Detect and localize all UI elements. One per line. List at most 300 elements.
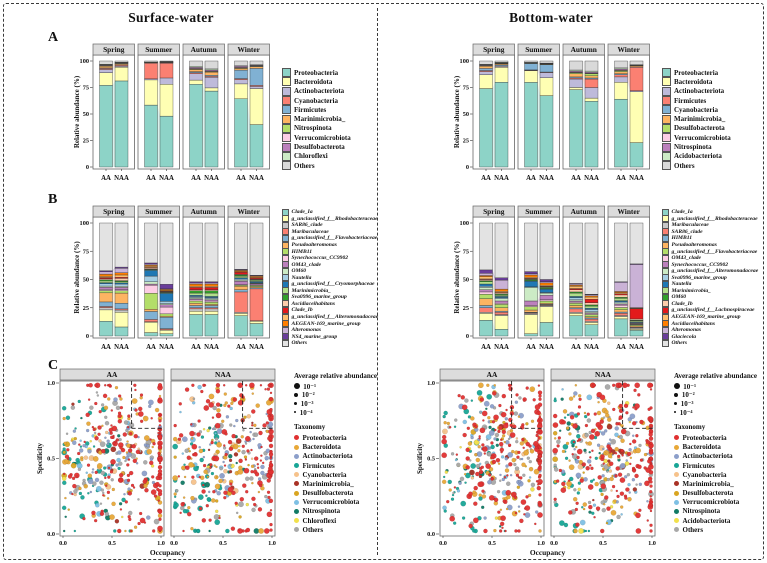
data-point bbox=[158, 510, 162, 514]
data-point bbox=[620, 492, 624, 496]
data-point bbox=[180, 512, 182, 514]
data-point bbox=[621, 424, 624, 427]
data-point bbox=[115, 519, 119, 523]
data-point bbox=[110, 470, 113, 473]
data-point bbox=[482, 494, 486, 498]
legend-label: Ascidiaceihabitans bbox=[291, 300, 336, 307]
bar-segment bbox=[585, 88, 598, 99]
data-point bbox=[627, 483, 630, 486]
data-point bbox=[632, 406, 634, 408]
data-point bbox=[462, 516, 465, 519]
data-point bbox=[634, 383, 639, 388]
data-point bbox=[118, 419, 122, 423]
bar-segment bbox=[145, 285, 158, 293]
data-point bbox=[512, 458, 516, 462]
data-point bbox=[566, 427, 569, 430]
data-point bbox=[577, 456, 580, 459]
taxonomy-legend-title: Taxonomy bbox=[294, 423, 326, 432]
data-point bbox=[588, 511, 591, 514]
bar-segment bbox=[250, 68, 263, 85]
data-point bbox=[255, 472, 259, 476]
size-dot bbox=[674, 383, 680, 389]
x-tick-label: 1.0 bbox=[648, 540, 656, 547]
data-point bbox=[569, 464, 574, 469]
data-point bbox=[639, 483, 642, 486]
bar-category-label: NAA bbox=[249, 344, 264, 351]
data-point bbox=[126, 451, 128, 453]
bar-segment bbox=[480, 75, 493, 89]
legend-label: Chloroflexi bbox=[302, 516, 337, 525]
data-point bbox=[634, 474, 638, 478]
flow-ribbon bbox=[203, 223, 206, 282]
data-point bbox=[501, 455, 504, 458]
bar-segment bbox=[115, 273, 128, 275]
data-point bbox=[497, 490, 500, 493]
data-point bbox=[212, 417, 214, 419]
data-point bbox=[209, 467, 211, 469]
data-point bbox=[86, 429, 89, 432]
bar-segment bbox=[205, 291, 218, 293]
data-point bbox=[454, 419, 457, 422]
data-point bbox=[80, 458, 83, 461]
panel-label-a: A bbox=[48, 30, 59, 45]
legend-item bbox=[674, 461, 760, 470]
data-point bbox=[127, 479, 130, 482]
data-point bbox=[80, 495, 84, 499]
data-point bbox=[104, 477, 106, 479]
bar-category-label: AA bbox=[571, 344, 581, 351]
legend-swatch bbox=[662, 340, 669, 347]
bar-segment bbox=[495, 289, 508, 291]
bar-category-label: NAA bbox=[159, 175, 174, 182]
data-point bbox=[107, 397, 110, 400]
surface-phylum-barchart bbox=[72, 42, 278, 192]
bar-segment bbox=[145, 63, 158, 79]
data-point bbox=[247, 414, 251, 418]
data-point bbox=[535, 510, 538, 513]
y-axis-label: Specificity bbox=[416, 442, 424, 475]
legend-dot bbox=[294, 435, 299, 440]
data-point bbox=[254, 433, 258, 437]
data-point bbox=[148, 400, 153, 405]
legend-item bbox=[294, 470, 380, 479]
data-point bbox=[618, 384, 621, 387]
data-point bbox=[128, 459, 130, 461]
data-point bbox=[62, 477, 66, 481]
data-point bbox=[577, 491, 580, 494]
data-point bbox=[203, 456, 205, 458]
data-point bbox=[192, 444, 197, 449]
data-point bbox=[89, 383, 93, 387]
data-point bbox=[92, 426, 94, 428]
size-legend-title: Average relative abundance bbox=[294, 372, 377, 380]
data-point bbox=[493, 437, 496, 440]
data-point bbox=[158, 518, 161, 521]
data-point bbox=[527, 479, 530, 482]
data-point bbox=[521, 438, 524, 441]
legend-label: Nitrospinota bbox=[682, 507, 721, 516]
data-point bbox=[150, 458, 153, 461]
legend-item bbox=[282, 133, 351, 142]
data-point bbox=[215, 499, 218, 502]
data-point bbox=[133, 459, 137, 463]
legend-item bbox=[674, 479, 760, 488]
data-point bbox=[501, 527, 503, 529]
data-point bbox=[473, 502, 477, 506]
bar-segment bbox=[145, 276, 158, 282]
data-point bbox=[235, 502, 238, 505]
data-point bbox=[220, 467, 223, 470]
data-point bbox=[526, 387, 529, 390]
data-point bbox=[558, 436, 561, 439]
bar-segment bbox=[570, 286, 583, 288]
data-point bbox=[102, 494, 104, 496]
y-tick-label: 75 bbox=[82, 248, 89, 256]
data-point bbox=[270, 418, 272, 420]
data-point bbox=[583, 471, 585, 473]
data-point bbox=[245, 458, 247, 460]
legend-label: Desulfobacterota bbox=[674, 124, 725, 133]
bar-segment bbox=[190, 84, 203, 167]
bar-category-label: NAA bbox=[494, 344, 509, 351]
legend-label: Alteromonas bbox=[291, 327, 322, 334]
y-tick-label: 1.0 bbox=[427, 380, 435, 388]
data-point bbox=[630, 457, 632, 459]
data-point bbox=[238, 440, 240, 442]
bar-segment bbox=[480, 223, 493, 270]
bar-segment bbox=[115, 310, 128, 312]
data-point bbox=[506, 490, 511, 495]
data-point bbox=[481, 443, 484, 446]
data-point bbox=[127, 415, 130, 418]
data-point bbox=[482, 411, 487, 416]
data-point bbox=[576, 473, 581, 478]
data-point bbox=[134, 389, 136, 391]
data-point bbox=[270, 457, 272, 459]
bar-segment bbox=[585, 79, 598, 87]
bar-segment bbox=[480, 308, 493, 313]
data-point bbox=[158, 435, 162, 439]
data-point bbox=[242, 445, 245, 448]
bar-segment bbox=[495, 301, 508, 303]
data-point bbox=[250, 470, 253, 473]
data-point bbox=[201, 489, 205, 493]
facet-strip-label: Winter bbox=[617, 45, 640, 54]
data-point bbox=[451, 452, 454, 455]
legend-label: HIMB11 bbox=[671, 235, 693, 242]
data-point bbox=[216, 413, 221, 418]
data-point bbox=[529, 445, 532, 448]
data-point bbox=[575, 508, 578, 511]
data-point bbox=[138, 407, 142, 411]
data-point bbox=[264, 495, 267, 498]
legend-label: OM60 bbox=[671, 294, 687, 301]
bar-category-label: NAA bbox=[249, 175, 264, 182]
bar-segment bbox=[205, 287, 218, 289]
legend-item bbox=[662, 340, 758, 347]
data-point bbox=[266, 449, 270, 453]
bar-segment bbox=[115, 327, 128, 336]
data-point bbox=[650, 388, 652, 390]
data-point bbox=[614, 474, 617, 477]
data-point bbox=[199, 449, 203, 453]
data-point bbox=[113, 397, 117, 401]
data-point bbox=[158, 469, 162, 473]
legend-label: Proteobacteria bbox=[674, 68, 719, 77]
data-point bbox=[517, 451, 520, 454]
data-point bbox=[519, 519, 523, 523]
legend-label: Firmicutes bbox=[294, 105, 327, 114]
data-point bbox=[554, 467, 558, 471]
bar-segment bbox=[100, 69, 113, 72]
data-point bbox=[138, 411, 143, 416]
flow-ribbon bbox=[203, 305, 206, 307]
bar-segment bbox=[235, 313, 248, 315]
data-point bbox=[493, 415, 498, 420]
y-tick-label: 75 bbox=[462, 84, 469, 92]
data-point bbox=[203, 464, 206, 467]
data-point bbox=[458, 394, 461, 397]
bar-segment bbox=[540, 96, 553, 167]
data-point bbox=[650, 510, 652, 512]
y-axis-label: Relative abundance (%) bbox=[453, 241, 461, 314]
data-point bbox=[258, 507, 262, 511]
bar-segment bbox=[525, 315, 538, 334]
data-point bbox=[489, 495, 494, 500]
bar-segment bbox=[115, 312, 128, 327]
data-point bbox=[231, 491, 235, 495]
data-point bbox=[473, 490, 476, 493]
data-point bbox=[233, 425, 235, 427]
data-point bbox=[242, 484, 246, 488]
y-tick-label: 25 bbox=[462, 304, 469, 312]
data-point bbox=[214, 432, 216, 434]
data-point bbox=[592, 499, 594, 501]
data-point bbox=[197, 529, 200, 532]
bar-segment bbox=[540, 322, 553, 336]
data-point bbox=[73, 430, 76, 433]
data-point bbox=[525, 512, 530, 517]
data-point bbox=[648, 477, 652, 481]
data-point bbox=[649, 485, 652, 488]
data-point bbox=[589, 464, 591, 466]
legend-label: Sva0996_marine_group bbox=[291, 294, 347, 301]
data-point bbox=[215, 519, 220, 524]
legend-label: Maribaculaceae bbox=[291, 228, 329, 235]
size-legend-item bbox=[674, 399, 760, 408]
data-point bbox=[605, 413, 609, 417]
size-label: 10⁻¹ bbox=[683, 382, 697, 391]
y-tick-label: 100 bbox=[79, 220, 89, 228]
data-point bbox=[251, 424, 253, 426]
size-dot bbox=[674, 411, 676, 413]
data-point bbox=[617, 436, 619, 438]
legend-label: Marinimicrobia_ bbox=[682, 479, 734, 488]
data-point bbox=[499, 442, 503, 446]
data-point bbox=[520, 425, 524, 429]
data-point bbox=[445, 471, 448, 474]
data-point bbox=[101, 449, 105, 453]
data-point bbox=[205, 482, 210, 487]
legend-item bbox=[282, 114, 351, 123]
bar-segment bbox=[615, 82, 628, 99]
data-point bbox=[573, 395, 575, 397]
bar-segment bbox=[235, 286, 248, 289]
data-point bbox=[150, 438, 152, 440]
bar-segment bbox=[115, 275, 128, 277]
data-point bbox=[611, 510, 616, 515]
data-point bbox=[268, 466, 272, 470]
data-point bbox=[442, 429, 447, 434]
data-point bbox=[96, 486, 101, 491]
data-point bbox=[606, 470, 608, 472]
data-point bbox=[525, 495, 528, 498]
bar-category-label: NAA bbox=[204, 344, 219, 351]
data-point bbox=[148, 405, 151, 408]
data-point bbox=[498, 404, 501, 407]
x-tick-label: 0.5 bbox=[219, 540, 227, 547]
data-point bbox=[194, 530, 196, 532]
data-point bbox=[216, 476, 218, 478]
facet-strip-label: Autumn bbox=[570, 207, 597, 216]
legend-label: g_unclassified_f__Rhodobacteraceae bbox=[291, 215, 378, 222]
data-point bbox=[128, 448, 132, 452]
data-point bbox=[80, 446, 82, 448]
data-point bbox=[64, 497, 66, 499]
legend-item bbox=[294, 525, 380, 534]
data-point bbox=[491, 478, 494, 481]
data-point bbox=[104, 416, 107, 419]
data-point bbox=[86, 472, 88, 474]
data-point bbox=[92, 471, 94, 473]
data-point bbox=[632, 439, 636, 443]
data-point bbox=[126, 444, 130, 448]
bar-segment bbox=[160, 284, 173, 289]
bar-segment bbox=[100, 308, 113, 310]
bar-segment bbox=[205, 88, 218, 91]
data-point bbox=[474, 453, 477, 456]
data-point bbox=[468, 441, 472, 445]
bar-segment bbox=[525, 334, 538, 336]
legend-label: NS4_marine_group bbox=[291, 333, 338, 340]
data-point bbox=[233, 397, 237, 401]
data-point bbox=[498, 426, 502, 430]
data-point bbox=[529, 467, 533, 471]
flow-ribbon bbox=[158, 63, 161, 79]
data-point bbox=[101, 471, 105, 475]
data-point bbox=[87, 492, 89, 494]
data-point bbox=[504, 530, 506, 532]
data-point bbox=[74, 427, 76, 429]
bar-category-label: NAA bbox=[629, 175, 644, 182]
data-point bbox=[185, 387, 189, 391]
data-point bbox=[235, 419, 238, 422]
data-point bbox=[216, 383, 220, 387]
data-point bbox=[578, 488, 581, 491]
bar-segment bbox=[235, 99, 248, 167]
data-point bbox=[617, 495, 620, 498]
data-point bbox=[198, 419, 201, 422]
data-point bbox=[489, 430, 494, 435]
data-point bbox=[207, 497, 211, 501]
data-point bbox=[457, 489, 460, 492]
data-point bbox=[585, 442, 587, 444]
data-point bbox=[119, 397, 122, 400]
data-point bbox=[538, 503, 542, 507]
data-point bbox=[505, 468, 509, 472]
data-point bbox=[630, 414, 635, 419]
data-point bbox=[536, 480, 538, 482]
legend-item bbox=[662, 268, 758, 275]
data-point bbox=[267, 414, 270, 417]
data-point bbox=[66, 448, 69, 451]
data-point bbox=[158, 419, 161, 422]
data-point bbox=[134, 526, 137, 529]
y-tick-label: 0 bbox=[465, 164, 469, 172]
legend-swatch bbox=[662, 133, 671, 142]
bar-segment bbox=[525, 223, 538, 272]
data-point bbox=[91, 511, 95, 515]
data-point bbox=[63, 448, 66, 451]
data-point bbox=[144, 435, 149, 440]
data-point bbox=[600, 395, 605, 400]
data-point bbox=[444, 411, 448, 415]
bar-segment bbox=[235, 281, 248, 284]
bar-segment bbox=[115, 303, 128, 309]
data-point bbox=[609, 447, 612, 450]
data-point bbox=[102, 492, 104, 494]
facet-strip-label: Spring bbox=[103, 45, 125, 54]
data-point bbox=[583, 508, 585, 510]
bar-segment bbox=[615, 317, 628, 319]
legend-swatch bbox=[282, 161, 291, 170]
data-point bbox=[579, 398, 582, 401]
data-point bbox=[211, 498, 215, 502]
bar-segment bbox=[160, 314, 173, 316]
flow-ribbon bbox=[583, 90, 586, 167]
data-point bbox=[184, 476, 186, 478]
legend-item bbox=[674, 525, 760, 534]
data-point bbox=[206, 504, 209, 507]
bar-category-label: AA bbox=[191, 175, 201, 182]
data-point bbox=[158, 500, 160, 502]
legend-dot bbox=[294, 527, 299, 532]
data-point bbox=[567, 414, 569, 416]
data-point bbox=[269, 450, 272, 453]
taxonomy-legend bbox=[294, 423, 380, 534]
data-point bbox=[484, 452, 486, 454]
data-point bbox=[93, 445, 95, 447]
legend-label: Acidobacteriota bbox=[674, 152, 722, 161]
legend-label: Marinimicrobia_ bbox=[671, 287, 711, 294]
legend-item bbox=[294, 443, 380, 452]
data-point bbox=[535, 404, 540, 409]
data-point bbox=[587, 459, 591, 463]
data-point bbox=[501, 412, 506, 417]
legend-label: Chloroflexi bbox=[294, 152, 328, 161]
y-tick-label: 0.5 bbox=[47, 455, 55, 463]
data-point bbox=[181, 481, 185, 485]
data-point bbox=[500, 509, 502, 511]
data-point bbox=[240, 497, 244, 501]
data-point bbox=[151, 475, 154, 478]
data-point bbox=[568, 510, 572, 514]
data-point bbox=[515, 466, 519, 470]
data-point bbox=[256, 404, 260, 408]
data-point bbox=[448, 480, 452, 484]
data-point bbox=[80, 417, 82, 419]
data-point bbox=[650, 495, 652, 497]
